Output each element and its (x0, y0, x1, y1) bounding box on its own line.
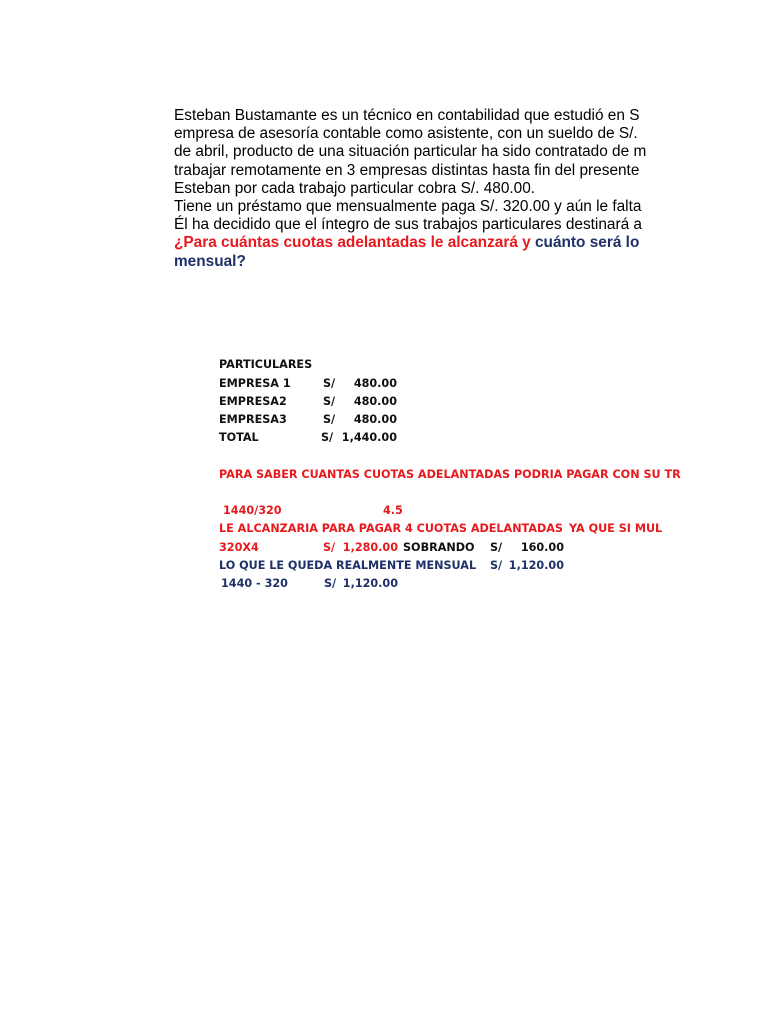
calculation-heading: PARA SABER CUANTAS CUOTAS ADELANTADAS PODRIA PAGAR CON SU TR (219, 468, 681, 481)
remaining-amount: 160.00 (520, 541, 564, 554)
question-blue-continuation: mensual? (174, 252, 246, 270)
problem-line: empresa de asesoría contable como asistente, con un sueldo de S/. (174, 125, 638, 143)
company-amount: 480.00 (353, 395, 397, 408)
company-name: EMPRESA2 (219, 395, 287, 408)
company-amount: 480.00 (353, 377, 397, 390)
company-name: EMPRESA3 (219, 413, 287, 426)
company-amount: 480.00 (353, 413, 397, 426)
multiplication-expression: 320X4 (219, 541, 259, 554)
total-currency: S/ (321, 431, 334, 444)
particulares-header: PARTICULARES (219, 358, 313, 371)
conclusion-text: LE ALCANZARIA PARA PAGAR 4 CUOTAS ADELANTADAS (219, 522, 563, 535)
company-name: EMPRESA 1 (219, 377, 291, 390)
subtraction-currency: S/ (324, 577, 337, 590)
total-amount: 1,440.00 (341, 431, 397, 444)
subtraction-expression: 1440 - 320 (221, 577, 288, 590)
problem-line: trabajar remotamente en 3 empresas distintas hasta fin del presente (174, 161, 640, 179)
company-currency: S/ (323, 413, 336, 426)
monthly-amount: 1,120.00 (508, 559, 564, 572)
problem-line: Esteban Bustamante es un técnico en contabilidad que estudió en S (174, 107, 640, 124)
question-blue-text: cuánto será lo (535, 234, 640, 252)
subtraction-amount: 1,120.00 (342, 577, 398, 590)
company-currency: S/ (323, 395, 336, 408)
monthly-currency: S/ (490, 559, 503, 572)
problem-line: Tiene un préstamo que mensualmente paga S/. 320.00 y aún le falta (174, 198, 642, 216)
total-label: TOTAL (219, 431, 259, 444)
multiplication-amount: 1,280.00 (342, 541, 398, 554)
problem-line: de abril, producto de una situación particular ha sido contratado de m (174, 143, 647, 161)
remaining-currency: S/ (490, 541, 503, 554)
division-expression: 1440/320 (223, 504, 282, 517)
monthly-label: LO QUE LE QUEDA REALMENTE MENSUAL (219, 559, 477, 572)
problem-line: Él ha decidido que el íntegro de sus trabajos particulares destinará a (174, 216, 642, 234)
question-red-text: ¿Para cuántas cuotas adelantadas le alcanzará y (174, 234, 535, 252)
problem-line: Esteban por cada trabajo particular cobra S/. 480.00. (174, 179, 536, 197)
conclusion-continuation: YA QUE SI MUL (569, 522, 663, 535)
company-currency: S/ (323, 377, 336, 390)
division-result: 4.5 (383, 504, 403, 517)
multiplication-currency: S/ (323, 541, 336, 554)
remaining-label: SOBRANDO (403, 541, 475, 554)
